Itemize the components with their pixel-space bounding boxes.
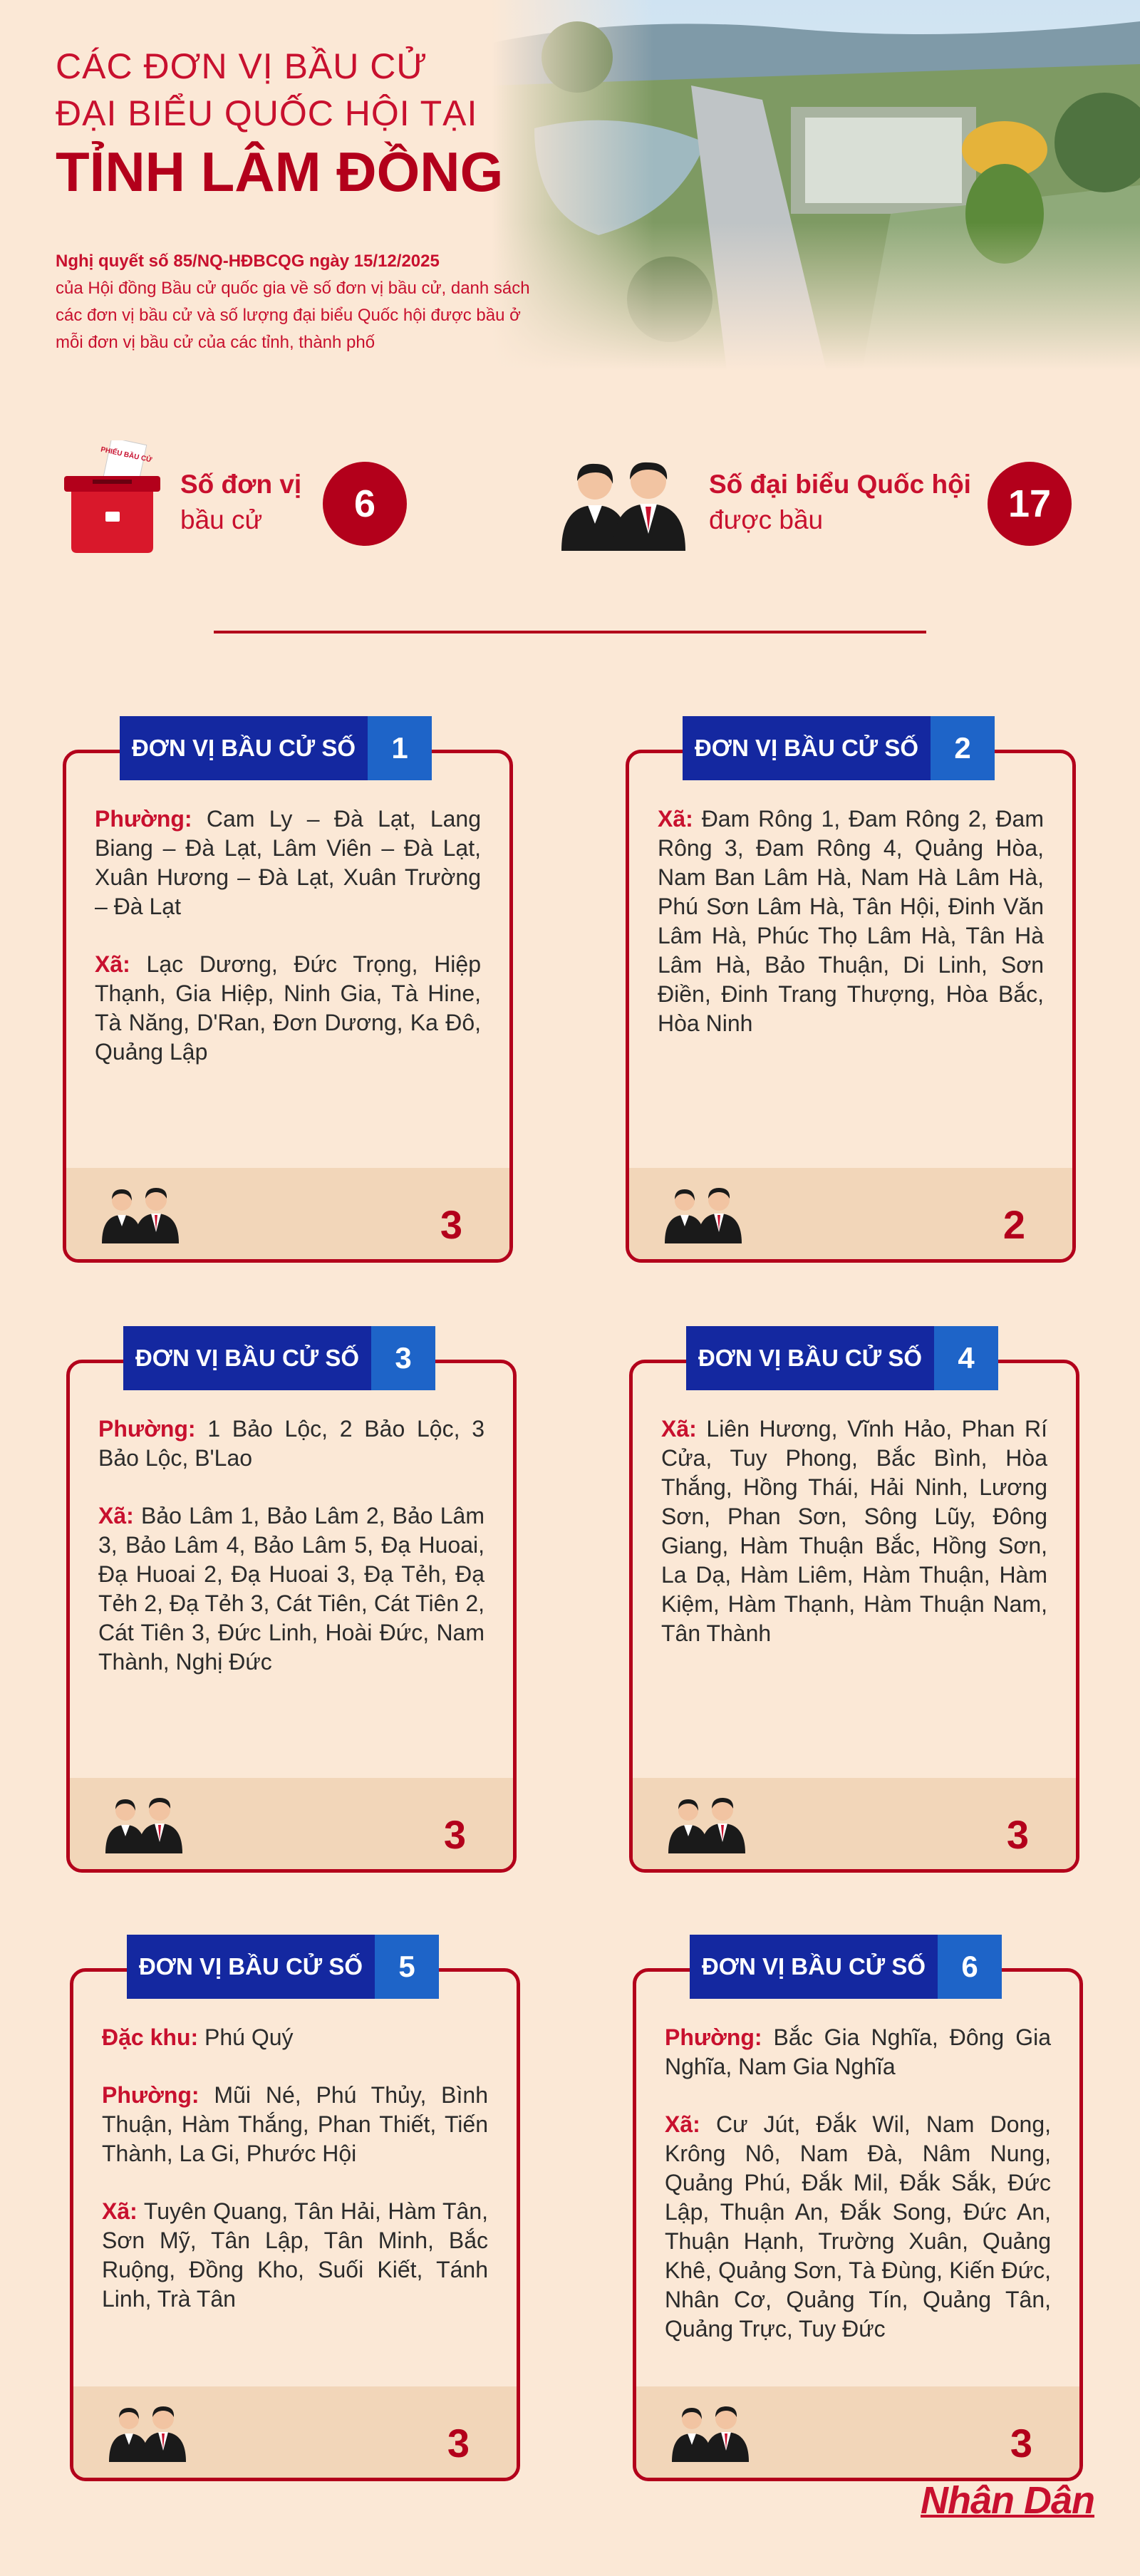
unit-badge-2 [683,716,995,780]
unit-card-body [98,1414,484,1705]
unit-card-4 [629,1360,1079,1873]
delegates-count-badge: 17 [988,462,1072,546]
unit-area-group [95,950,481,1067]
unit-card-body [665,2023,1051,2372]
unit-badge-label: ĐƠN VỊ BẦU CỬ SỐ [683,716,931,780]
area-list: Phú Quý [204,2024,294,2050]
hero-aerial-photo [492,0,1140,371]
unit-badge-label: ĐƠN VỊ BẦU CỬ SỐ [120,716,368,780]
unit-badge-number: 6 [938,1935,1002,1999]
unit-badge-6 [690,1935,1002,1999]
unit-area-group [102,2081,488,2168]
unit-area-group [102,2023,488,2052]
title-line-1: CÁC ĐƠN VỊ BẦU CỬ [56,46,428,86]
unit-badge-number: 1 [368,716,432,780]
unit-card-footer [629,1168,1072,1259]
delegates-label-1: Số đại biểu Quốc hội [709,470,971,499]
unit-badge-label: ĐƠN VỊ BẦU CỬ SỐ [127,1935,375,1999]
delegate-count: 3 [447,2421,470,2466]
area-list: 1 Bảo Lộc, 2 Bảo Lộc, 3 Bảo Lộc, B'Lao [98,1416,485,1471]
ballot-box-icon [64,440,160,554]
units-label [180,467,301,538]
area-list: Lạc Dương, Đức Trọng, Hiệp Thạnh, Gia Hiệp, Ninh Gia, Tà Hine, Tà Năng, D'Ran, Đơn Dương, Ka Đô, Quảng Lập [95,951,482,1065]
unit-card-body [95,805,481,1095]
area-list: Mũi Né, Phú Thủy, Bình Thuận, Hàm Thắng, Phan Thiết, Tiến Thành, La Gi, Phước Hội [102,2082,489,2166]
delegate-count: 3 [1010,2421,1032,2466]
unit-card-1 [63,750,513,1263]
delegates-icon [105,2405,190,2462]
unit-card-footer [636,2386,1079,2478]
unit-card-5 [70,1968,520,2481]
delegates-icon [668,2405,753,2462]
unit-card-footer [70,1778,513,1869]
unit-badge-label: ĐƠN VỊ BẦU CỬ SỐ [123,1326,371,1390]
delegates-icon [101,1796,187,1853]
unit-area-group [665,2023,1051,2081]
unit-area-group [98,1501,484,1677]
unit-badge-number: 2 [931,716,995,780]
page-title: TỈNH LÂM ĐỒNG [56,140,504,203]
section-divider [214,631,926,633]
delegate-count: 3 [440,1202,462,1247]
delegates-label [709,467,971,538]
delegate-count: 3 [1006,1812,1029,1857]
nhan-dan-logo: Nhân Dân [921,2479,1095,2522]
delegates-icon [98,1186,183,1243]
resolution-number: Nghị quyết số 85/NQ-HĐBCQG ngày 15/12/2025 [56,252,440,271]
area-list: Tuyên Quang, Tân Hải, Hàm Tân, Sơn Mỹ, Tân Lập, Tân Minh, Bắc Ruộng, Đồng Kho, Suối Kiết, Tánh Linh, Trà Tân [102,2198,489,2312]
unit-badge-1 [120,716,432,780]
unit-badge-4 [686,1326,998,1390]
resolution-description: của Hội đồng Bầu cử quốc gia về số đơn vị bầu cử, danh sách các đơn vị bầu cử và số lượng đại biểu Quốc hội được bầu ở mỗi đơn vị bầu cử của các tỉnh, thành phố [56,279,530,352]
area-type-label: Phường: [665,2024,762,2050]
unit-area-group [661,1414,1047,1648]
unit-area-group [98,1414,484,1473]
delegates-label-2: được bầu [709,505,824,534]
unit-card-footer [73,2386,517,2478]
area-type-label: Xã: [658,806,693,832]
unit-card-body [661,1414,1047,1677]
unit-card-2 [626,750,1076,1263]
unit-badge-number: 5 [375,1935,439,1999]
unit-area-group [95,805,481,921]
area-list: Đam Rông 1, Đam Rông 2, Đam Rông 3, Đam Rông 4, Quảng Hòa, Nam Ban Lâm Hà, Nam Hà Lâm Hà, Phú Sơn Lâm Hà, Tân Hội, Đinh Văn Lâm Hà, Phúc Thọ Lâm Hà, Tân Hà Lâm Hà, Bảo Thuận, Di Linh, Sơn Điền, Đinh Trang Thượng, Hòa Bắc, Hòa Ninh [658,806,1045,1036]
delegate-count: 3 [443,1812,466,1857]
unit-badge-number: 4 [934,1326,998,1390]
ballot-paper-text: PHIẾU BẦU CỬ [100,445,153,465]
area-type-label: Đặc khu: [102,2024,199,2050]
unit-area-group [665,2110,1051,2344]
unit-area-group [102,2197,488,2314]
delegates-icon [664,1796,750,1853]
delegate-count: 2 [1002,1202,1025,1247]
area-list: Bắc Gia Nghĩa, Đông Gia Nghĩa, Nam Gia Nghĩa [665,2024,1051,2079]
area-list: Cam Ly – Đà Lạt, Lang Biang – Đà Lạt, Lâm Viên – Đà Lạt, Xuân Hương – Đà Lạt, Xuân Trường – Đà Lạt [95,806,482,919]
unit-card-footer [633,1778,1076,1869]
unit-badge-5 [127,1935,439,1999]
units-label-1: Số đơn vị [180,470,302,499]
unit-card-6 [633,1968,1083,2481]
area-type-label: Phường: [98,1416,196,1442]
unit-area-group [658,805,1044,1038]
area-type-label: Xã: [95,951,130,977]
title-line-2: ĐẠI BIỂU QUỐC HỘI TẠI [56,93,478,133]
area-type-label: Phường: [102,2082,200,2108]
unit-badge-3 [123,1326,435,1390]
area-type-label: Xã: [665,2111,700,2137]
area-list: Liên Hương, Vĩnh Hảo, Phan Rí Cửa, Tuy Phong, Bắc Bình, Hòa Thắng, Hồng Thái, Hải Ninh, Lương Sơn, Phan Sơn, Sông Lũy, Đông Giang, Hàm Thuận Bắc, Hồng Sơn, La Dạ, Hàm Liêm, Hàm Thuận, Hàm Kiệm, Hàm Thạnh, Hàm Thuận Nam, Tân Thành [661,1416,1048,1646]
units-count-badge: 6 [323,462,407,546]
unit-badge-number: 3 [371,1326,435,1390]
area-type-label: Xã: [98,1503,134,1528]
unit-card-body [658,805,1044,1067]
resolution-text [56,248,540,356]
unit-badge-label: ĐƠN VỊ BẦU CỬ SỐ [690,1935,938,1999]
area-type-label: Xã: [661,1416,697,1442]
unit-card-footer [66,1168,509,1259]
area-type-label: Phường: [95,806,192,832]
unit-card-body [102,2023,488,2342]
area-list: Cư Jút, Đắk Wil, Nam Dong, Krông Nô, Nam Đà, Nâm Nung, Quảng Phú, Đắk Mil, Đắk Sắk, Đức Lập, Thuận An, Đắk Song, Đức An, Thuận Hạnh, Trường Xuân, Quảng Khê, Quảng Sơn, Tà Đùng, Kiến Đức, Nhân Cơ, Quảng Tín, Quảng Tân, Quảng Trực, Tuy Đức [665,2111,1052,2342]
unit-badge-label: ĐƠN VỊ BẦU CỬ SỐ [686,1326,934,1390]
area-list: Bảo Lâm 1, Bảo Lâm 2, Bảo Lâm 3, Bảo Lâm 4, Bảo Lâm 5, Đạ Huoai, Đạ Huoai 2, Đạ Huoai 3, Đạ Tẻh, Đạ Tẻh 2, Đạ Tẻh 3, Cát Tiên, Cát Tiên 2, Cát Tiên 3, Đức Linh, Hoài Đức, Nam Thành, Nghị Đức [98,1503,485,1675]
delegates-icon [556,460,691,552]
delegates-icon [660,1186,746,1243]
units-label-2: bầu cử [180,505,263,534]
area-type-label: Xã: [102,2198,138,2224]
unit-card-3 [66,1360,517,1873]
